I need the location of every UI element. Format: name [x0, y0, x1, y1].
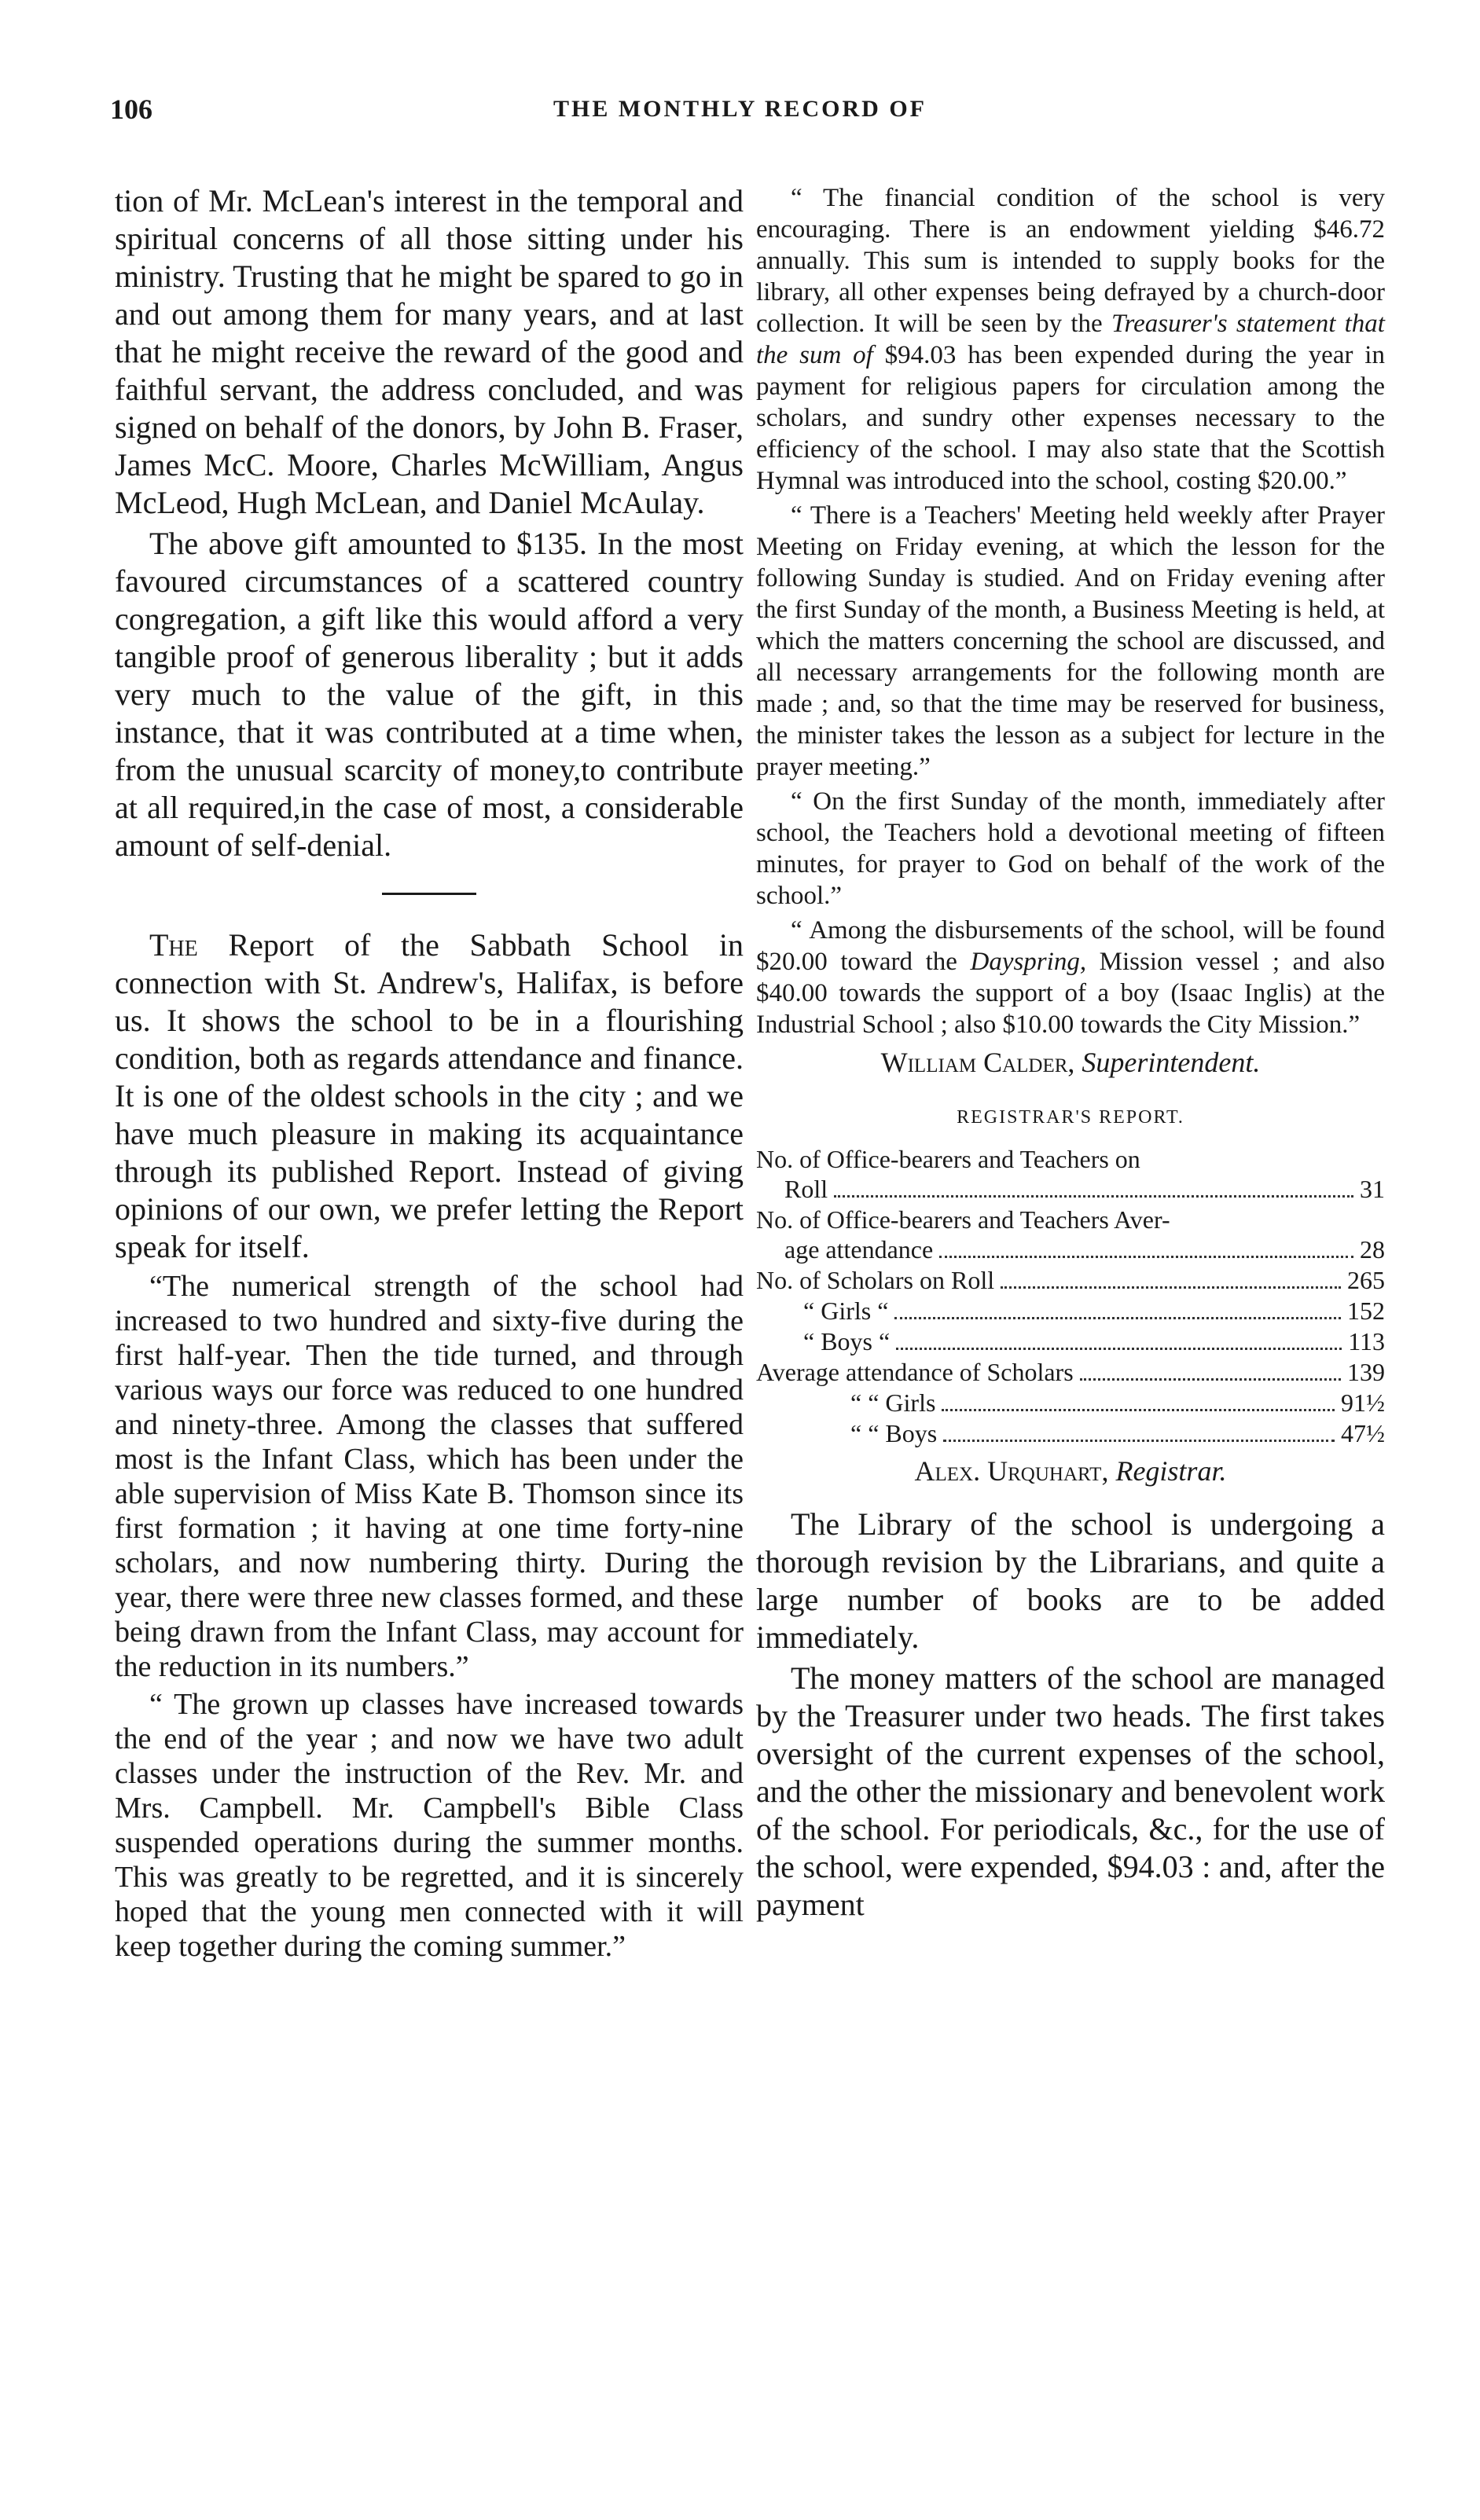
row-value: 91½	[1341, 1388, 1385, 1417]
leader-dots	[894, 1317, 1341, 1319]
signature-role: Registrar.	[1115, 1455, 1227, 1487]
table-row	[756, 1205, 1385, 1234]
row-label: No. of Office-bearers and Teachers on	[756, 1145, 1140, 1173]
paragraph: tion of Mr. McLean's interest in the temporal and spiritual concerns of all those sitting under his ministry. Trusting that he might be spared to go in and out among them for many years, and at last that he might receive the reward of the good and faithful servant, the address concluded, and was signed on behalf of the donors, by John B. Fraser, James McC. Moore, Charles McWilliam, Angus McLeod, Hugh McLean, and Daniel McAulay.	[115, 183, 744, 520]
leader-dots	[943, 1440, 1335, 1442]
row-label: “ “ Girls	[850, 1388, 936, 1417]
row-label: Average attendance of Scholars	[756, 1358, 1074, 1386]
quote-paragraph	[756, 182, 1385, 497]
signature-role: Superintendent.	[1082, 1047, 1261, 1078]
italic-text: Treasurer's statement that the sum of	[756, 310, 1385, 369]
row-value: 139	[1347, 1358, 1385, 1386]
signature-name: Alex. Urquhart,	[914, 1455, 1109, 1487]
paragraph-text: $94.03 has been expended during the year in payment for religious papers for circulation among the scholars, and sundry other expenses necessary to the efficiency of the school. I may also state that the Scottish Hymnal was introduced into the school, costing $20.00.”	[756, 341, 1385, 495]
leader-dots	[942, 1409, 1335, 1411]
leader-dots	[834, 1195, 1353, 1198]
quote-paragraph	[756, 915, 1385, 1040]
table-row	[756, 1174, 1385, 1205]
paragraph: The above gift amounted to $135. In the most favoured circumstances of a scattered country congregation, a gift like this would afford a very tangible proof of generous liberality ; but it adds very much to the value of the gift, in this instance, that it was contributed at a time when, from the unusual scarcity of money,to contribute at all required,in the case of most, a considerable amount of self-denial.	[115, 526, 744, 863]
paragraph-text: Mission vessel ; and also $40.00 towards the support of a boy (Isaac Inglis) at the Industrial School ; also $10.00 towards the City Mission.”	[756, 948, 1386, 1039]
left-column	[115, 182, 744, 1964]
table-row	[756, 1144, 1385, 1174]
table-row	[756, 1357, 1385, 1388]
row-value: 28	[1360, 1235, 1385, 1264]
row-value: 31	[1360, 1175, 1385, 1203]
leader-dots	[1080, 1378, 1341, 1381]
table-row	[756, 1326, 1385, 1357]
table-row	[756, 1296, 1385, 1326]
paragraph: The Library of the school is undergoing a thorough revision by the Librarians, and quite a large number of books are to be added immediately.	[756, 1506, 1385, 1655]
row-value: 113	[1348, 1327, 1385, 1355]
page-header	[110, 93, 1370, 140]
superintendent-signature	[756, 1045, 1385, 1080]
row-label: No. of Office-bearers and Teachers Aver-	[756, 1205, 1170, 1234]
row-value: 47½	[1341, 1419, 1385, 1447]
registrar-heading: REGISTRAR'S REPORT.	[957, 1107, 1184, 1128]
row-label: “ Boys “	[803, 1327, 891, 1355]
quote-paragraph: “ The grown up classes have increased towards the end of the year ; and now we have two adult classes under the instruction of the Rev. Mr. and Mrs. Campbell. Mr. Campbell's Bible Class suspended operations during the summer months. This was greatly to be regretted, and it is sincerely hoped that the young men connected with it will keep together during the coming summer.”	[115, 1688, 744, 1963]
registrar-table	[756, 1144, 1385, 1449]
quote-paragraph: “The numerical strength of the school had increased to two hundred and sixty-five during the first half-year. Then the tide turned, and through various ways our force was reduced to one hundred and ninety-three. Among the classes that suffered most is the Infant Class, which has been under the able supervision of Miss Kate B. Thomson since its first formation ; it having at one time forty-nine scholars, and now numbering thirty. During the year, there were three new classes formed, and these being drawn from the Infant Class, may account for the reduction in its numbers.”	[115, 1270, 744, 1683]
row-label: “ Girls “	[803, 1297, 889, 1325]
row-label: No. of Scholars on Roll	[756, 1266, 995, 1294]
paragraph	[115, 926, 744, 1266]
paragraph-text: “ Among the disbursements of the school, will be found $20.00 toward the	[756, 916, 1385, 976]
leader-dots	[939, 1256, 1353, 1258]
running-title: THE MONTHLY RECORD OF	[553, 96, 927, 122]
table-row	[756, 1388, 1385, 1418]
section-divider	[382, 893, 476, 895]
table-row	[756, 1265, 1385, 1296]
row-label: age attendance	[784, 1235, 934, 1264]
paragraph-text: “ The financial condition of the school is very encouraging. There is an endowment yielding $46.72 annually. This sum is intended to supply books for the library, all other expenses being defrayed by a church-door collection. It will be seen by the	[756, 184, 1385, 338]
table-row	[756, 1234, 1385, 1265]
right-column	[756, 182, 1385, 1924]
table-row	[756, 1418, 1385, 1449]
registrar-signature	[756, 1454, 1385, 1488]
page-number: 106	[110, 94, 152, 125]
row-value: 265	[1347, 1266, 1385, 1294]
row-label: Roll	[784, 1175, 828, 1203]
signature-name: William Calder,	[880, 1047, 1075, 1078]
italic-text: Dayspring,	[970, 948, 1087, 976]
quote-paragraph: “ On the first Sunday of the month, immediately after school, the Teachers hold a devotional meeting of fifteen minutes, for prayer to God on behalf of the work of the school.”	[756, 787, 1385, 910]
row-value: 152	[1347, 1297, 1385, 1325]
leader-dots	[1001, 1286, 1341, 1289]
paragraph-text: Report of the Sabbath School in connection with St. Andrew's, Halifax, is before us. It shows the school to be in a flourishing condition, both as regards attendance and finance. It is one of the oldest schools in the city ; and we have much pleasure in making its acquaintance through its published Report. Instead of giving opinions of our own, we prefer letting the Report speak for itself.	[115, 927, 744, 1264]
paragraph: The money matters of the school are managed by the Treasurer under two heads. The first takes oversight of the current expenses of the school, and the other the missionary and benevolent work of the school. For periodicals, &c., for the use of the school, were expended, $94.03 : and, after the payment	[756, 1660, 1385, 1922]
leader-dots	[896, 1348, 1342, 1350]
lead-word: The	[149, 927, 198, 963]
quote-paragraph: “ There is a Teachers' Meeting held weekly after Prayer Meeting on Friday evening, at which the lesson for the following Sunday is studied. And on Friday evening after the first Sunday of the month, a Business Meeting is held, at which the matters concerning the school are discussed, and all necessary arrangements for the following month are made ; and, so that the time may be reserved for business, the minister takes the lesson as a subject for lecture in the prayer meeting.”	[756, 501, 1385, 781]
row-label: “ “ Boys	[850, 1419, 938, 1447]
